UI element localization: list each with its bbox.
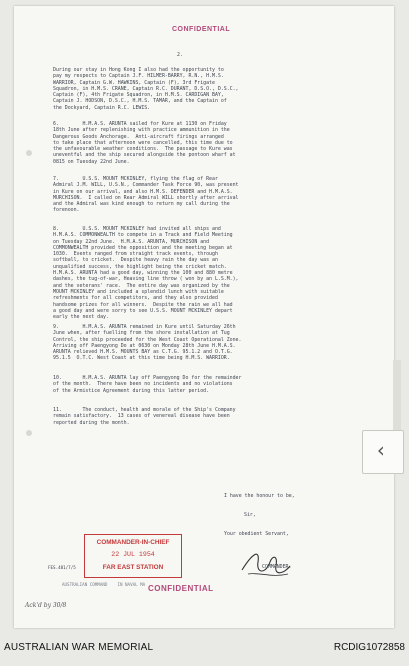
- paragraph-10: 10. H.M.A.S. ARUNTA lay off Paengyong Do for the remainder of the month. There have been no incidents and no violations of the Armistice Agreement during this latter period.: [53, 375, 242, 394]
- received-stamp: [84, 534, 182, 578]
- paragraph-9: 9. H.M.A.S. ARUNTA remained in Kure until Saturday 26th June when, after fuelling from the shore installation at Tug Control, the ship proceeded for the West Coast Operational Zone. Arriving off Paengyong Do at 0630 on Monday 28th June H.M.A.S. ARUNTA relieved H.M.S. MOUNTS BAY as C.T.G. 95.1.2 and O.T.G. 95.1.5 O.T.C. West Coast at this time being H.M.S. WARRIOR.: [53, 324, 242, 362]
- paragraph-6: 6. H.M.A.S. ARUNTA sailed for Kure at 1130 on Friday 18th June after replenishing with practice ammunition in the Dangerous Goods Anchorage. Anti-aircraft firings arranged to take place that afternoon were cancelled, this time due to the unfavourable weather conditions. The passage to Kure was uneventful and the ship secured alongside the pontoon wharf at 0815 on Tuesday 22nd June.: [53, 121, 236, 165]
- archive-control-number: RCDIG1072858: [333, 642, 405, 653]
- stamp-date: 22 JUL 1954: [111, 551, 155, 558]
- paragraph-8: 8. U.S.S. MOUNT MCKINLEY had invited all ships and H.M.A.S. COMMONWEALTH to compete in a Track and Field Meeting on Tuesday 22nd June. H.M.A.S. ARUNTA, MURCHISON and COMMONWEALTH provided the opposition and the meeting began at 1030. Events ranged from straight track events, through softball, to cricket. Despite heavy rain the day was an unqualified success, the highlight being the cricket match. H.M.A.S. ARUNTA had a good day, winning the 100 and 880 metre dashes, the tug-of-war, Heaving line throw ( won by an L.S.M.), and the veterans' race. The entire day was organized by the MOUNT MCKINLEY and included a splendid lunch with suitable refreshments for all competitors, and they also provided handsome prizes for all winners. Despite the rain we all had a good day and were sorry to see U.S.S. MOUNT MCKINLEY depart early the next day.: [53, 226, 239, 321]
- file-reference: FES.481/7/5: [48, 565, 76, 570]
- chevron-left-icon: ‹: [375, 438, 388, 462]
- punch-hole: [26, 430, 32, 436]
- page-number: 2.: [177, 52, 183, 58]
- paragraph-11: 11. The conduct, health and morale of the Ship's Company remain satisfactory. 13 cases of venereal disease have been reported during the month.: [53, 407, 236, 426]
- office-line: AUSTRALIAN COMMAND IN NAVAL MA: [62, 582, 146, 587]
- confidential-footer: CONFIDENTIAL: [148, 584, 214, 593]
- closing-honour: I have the honour to be,: [224, 493, 295, 499]
- closing-title: COMMANDER.: [262, 564, 292, 570]
- archive-source: AUSTRALIAN WAR MEMORIAL: [4, 642, 154, 653]
- closing-sir: Sir,: [244, 512, 256, 518]
- stamp-line-1: COMMANDER-IN-CHIEF: [96, 539, 170, 546]
- stamp-line-3: FAR EAST STATION: [102, 564, 164, 571]
- paragraph-intro: During our stay in Hong Kong I also had the opportunity to pay my respects to Captain J.F. HILMER-BARRY, R.N., H.M.S. WARRIOR, Captain G.W. HAWKINS, Captain (F), 3rd Frigate Squadron, in H.M.S. CRANE, Captain R.C. DURANT, D.S.O., D.S.C., Captain (F), 4th Frigate Squadron, in H.M.S. CARDIGAN BAY, Captain J. HODSON, D.S.C., H.M.S. TAMAR, and the Captain of the Dockyard, Captain R.C. LEWIS.: [53, 67, 239, 111]
- confidential-header: CONFIDENTIAL: [172, 26, 231, 33]
- punch-hole: [26, 150, 32, 156]
- handwritten-note: Ack'd by 30/8: [25, 602, 67, 609]
- page-tab[interactable]: [362, 430, 404, 474]
- closing-servant: Your obedient Servant,: [224, 531, 289, 537]
- paragraph-7: 7. U.S.S. MOUNT MCKINLEY, flying the flag of Rear Admiral J.M. WILL, U.S.N., Commander Task Force 90, was present in Kure on our arrival, and also H.M.S. DEFENDER and H.M.A.S. MURCHISON. I called on Rear Admiral WILL shortly after arrival and the Admiral was kind enough to return my call during the forenoon.: [53, 176, 239, 214]
